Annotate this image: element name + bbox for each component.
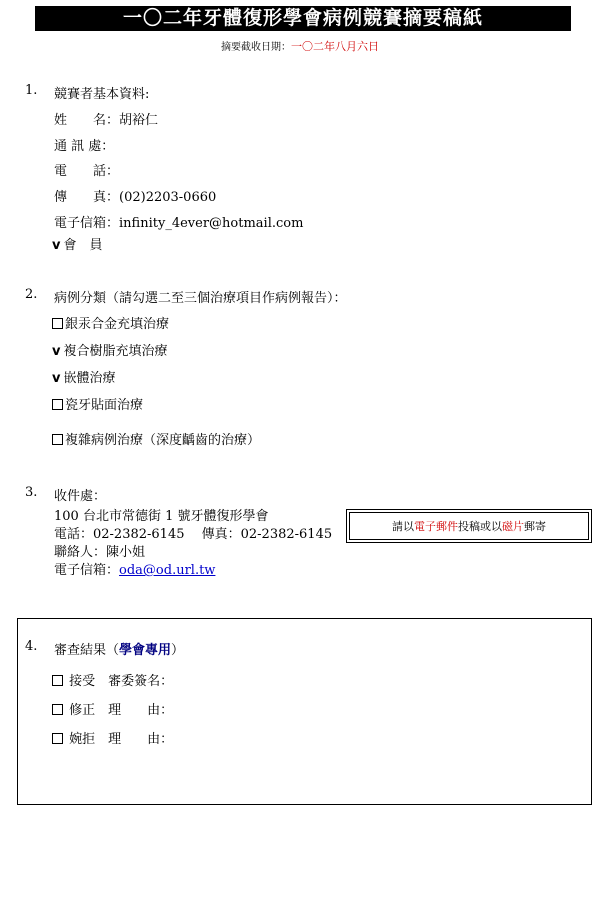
option-veneer[interactable] — [52, 394, 143, 413]
option-label: 瓷牙貼面治療 — [65, 398, 144, 413]
contact-email-link[interactable]: oda@od.url.tw — [119, 563, 216, 578]
section1-number: 1. — [25, 83, 38, 98]
checkbox-icon[interactable] — [52, 318, 63, 329]
fax-value: (02)2203-0660 — [119, 190, 217, 205]
address-label: 通 訊 處： — [54, 139, 115, 154]
checkbox-icon[interactable] — [52, 704, 63, 715]
section4-number: 4. — [25, 639, 38, 654]
fax-label: 傳 真： — [54, 190, 120, 205]
fax-field — [54, 186, 216, 205]
note-text: 請以 — [392, 520, 414, 533]
section1-title: 競賽者基本資料: — [54, 87, 150, 102]
check-mark-icon: v — [52, 344, 61, 359]
review-accept-label: 接受 審委簽名： — [69, 674, 174, 689]
deadline-label: 摘要截收日期： — [221, 42, 291, 53]
contact-email-field — [54, 559, 215, 578]
section4-title-close: ） — [171, 643, 185, 658]
deadline-date: 一〇二年八月六日 — [291, 40, 379, 53]
review-reject-label: 婉拒 理 由： — [69, 732, 174, 747]
checkbox-icon[interactable] — [52, 434, 63, 445]
review-revise-label: 修正 理 由： — [69, 703, 174, 718]
checkbox-icon[interactable] — [52, 675, 63, 686]
contact-phone: 電話：02-2382-6145 傳真：02-2382-6145 — [54, 527, 333, 542]
note-disk-highlight: 磁片 — [502, 520, 524, 533]
checkbox-icon[interactable] — [52, 733, 63, 744]
name-value: 胡裕仁 — [119, 113, 159, 128]
email-field — [54, 212, 303, 231]
option-label: 銀汞合金充填治療 — [65, 317, 170, 332]
phone-label: 電 話： — [54, 164, 120, 179]
contact-email-label: 電子信箱： — [54, 563, 120, 578]
email-value: infinity_4ever@hotmail.com — [119, 216, 304, 231]
note-text: 郵寄 — [524, 520, 546, 533]
submission-note — [349, 512, 589, 540]
section3-number: 3. — [25, 485, 38, 500]
mailing-address: 100 台北市常德街 1 號牙體復形學會 — [54, 509, 269, 524]
deadline — [0, 38, 600, 54]
section4-title-bold: 學會專用 — [119, 643, 172, 658]
review-reject[interactable] — [52, 728, 173, 747]
section2-title: 病例分類（請勾選二至三個治療項目作病例報告）： — [54, 291, 347, 306]
option-amalgam[interactable] — [52, 313, 169, 332]
name-field — [54, 109, 158, 128]
option-composite[interactable] — [52, 340, 168, 359]
contact-person: 聯絡人：陳小姐 — [54, 545, 146, 560]
option-label: 複雜病例治療（深度齲齒的治療） — [65, 433, 261, 448]
name-label: 姓 名： — [54, 113, 120, 128]
checkbox-icon[interactable] — [52, 399, 63, 410]
member-label: 會 員 — [63, 238, 103, 253]
section2-number: 2. — [25, 287, 38, 302]
submission-note-box — [346, 509, 592, 543]
member-check-mark: v — [52, 238, 61, 253]
section4-title — [54, 639, 184, 658]
option-complex[interactable] — [52, 429, 260, 448]
page-title: 一〇二年牙體復形學會病例競賽摘要稿紙 — [35, 6, 571, 31]
option-inlay[interactable] — [52, 367, 116, 386]
section3-title: 收件處： — [54, 489, 107, 504]
member-field — [52, 234, 103, 253]
note-email-highlight: 電子郵件 — [414, 520, 458, 533]
option-label: 嵌體治療 — [63, 371, 116, 386]
section4-title-text: 審查結果（ — [54, 643, 120, 658]
check-mark-icon: v — [52, 371, 61, 386]
note-text: 投稿或以 — [458, 520, 502, 533]
email-label: 電子信箱： — [54, 216, 120, 231]
option-label: 複合樹脂充填治療 — [63, 344, 168, 359]
review-revise[interactable] — [52, 699, 173, 718]
review-accept[interactable] — [52, 670, 173, 689]
